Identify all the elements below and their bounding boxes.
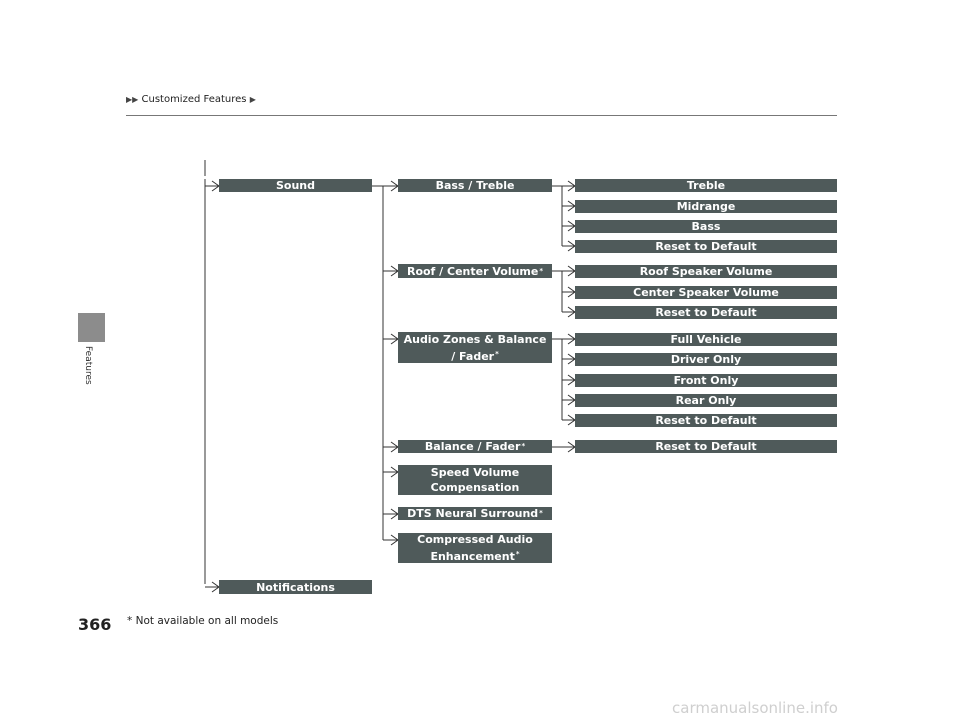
asterisk-mark: * xyxy=(515,550,520,558)
menu-bass: Bass xyxy=(575,220,837,233)
menu-reset-default: Reset to Default xyxy=(575,440,837,453)
section-label: Features xyxy=(83,346,93,385)
watermark: carmanualsonline.info xyxy=(672,699,838,717)
asterisk-mark: * xyxy=(521,442,526,450)
menu-bass-treble: Bass / Treble xyxy=(398,179,552,192)
asterisk-mark: * xyxy=(539,509,543,517)
menu-reset-default: Reset to Default xyxy=(575,306,837,319)
menu-treble: Treble xyxy=(575,179,837,192)
menu-notifications: Notifications xyxy=(219,580,372,594)
breadcrumb-label: Customized Features xyxy=(141,94,247,105)
menu-full-vehicle: Full Vehicle xyxy=(575,333,837,346)
page-number: 366 xyxy=(78,615,112,634)
breadcrumb-arrow-icon: ▶ xyxy=(249,95,256,104)
menu-audio-zones: Audio Zones & Balance / Fader* xyxy=(398,332,552,363)
footnote: * Not available on all models xyxy=(127,615,279,627)
breadcrumb-arrow-icon: ▶▶ xyxy=(126,95,139,104)
asterisk-mark: * xyxy=(495,349,499,358)
menu-balance-fader: Balance / Fader * xyxy=(398,440,552,453)
menu-roof-speaker-volume: Roof Speaker Volume xyxy=(575,265,837,278)
menu-dts-neural-surround: DTS Neural Surround * xyxy=(398,507,552,520)
menu-front-only: Front Only xyxy=(575,374,837,387)
menu-reset-default: Reset to Default xyxy=(575,414,837,427)
menu-driver-only: Driver Only xyxy=(575,353,837,366)
asterisk-mark: * xyxy=(539,266,544,275)
menu-sound: Sound xyxy=(219,179,372,192)
menu-rear-only: Rear Only xyxy=(575,394,837,407)
menu-center-speaker-volume: Center Speaker Volume xyxy=(575,286,837,299)
menu-reset-default: Reset to Default xyxy=(575,240,837,253)
menu-compressed-audio: Compressed Audio Enhancement* xyxy=(398,533,552,563)
menu-roof-center-volume: Roof / Center Volume * xyxy=(398,264,552,278)
menu-midrange: Midrange xyxy=(575,200,837,213)
menu-speed-volume-compensation: Speed Volume Compensation xyxy=(398,465,552,495)
